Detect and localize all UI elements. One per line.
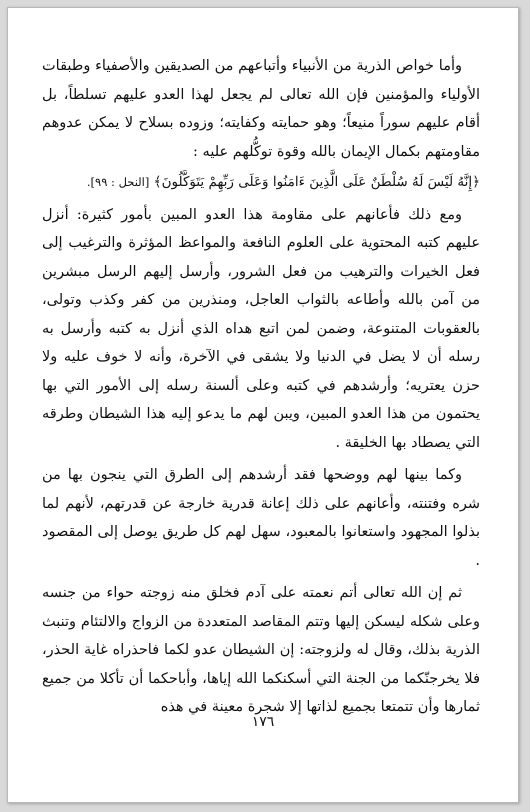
page-number: ١٧٦ [251,714,275,730]
paragraph-adam-hawwa: ثم إن الله تعالى أتم نعمته على آدم فخلق منه زوجته حواء من جنسه وعلى شكله ليسكن إليها وتتم المقاصد المتعددة من الزواج والالتئام وتنبث الذرية بذلك، وقال له ولزوجته: إن الشيطان عدو لكما فاحذراه غاية الحذر، فلا يخرجنّكما من الجنة التي أسكنكما الله إياها، وأباحكما أن تأكلا من جميع ثمارها وأن تتمتعا بجميع لذاتها إلا شجرة معينة في هذه [42,585,480,715]
verse-text: ﴿إِنَّهُ لَيْسَ لَهُ سُلْطَنٌ عَلَى الَّذِينَ ءَامَنُوا وَعَلَى رَبِّهِمْ يَتَوَكَّلُونَ﴾ [153,174,480,190]
quran-verse [42,168,480,197]
paragraph-divine-help: ومع ذلك فأعانهم على مقاومة هذا العدو المبين بأمور كثيرة: أنزل عليهم كتبه المحتوية على العلوم النافعة والمواعظ المؤثرة والترغيب إلى فعل الخيرات والترهيب من فعل الشرور، وأرسل إليهم الرسل مبشرين من آمن بالله وأطاعه بالثواب العاجل، ومنذرين من كفر وكذب وتولى، بالعقوبات المتنوعة، وضمن لمن اتبع هداه الذي أنزل به كتبه وأرسل به رسله أن لا يضل في الدنيا ولا يشقى في الآخرة، وأنه لا خوف عليه ولا حزن يعتريه؛ وأرشدهم في كتبه وعلى ألسنة رسله إلى الأمور التي بها يحتمون من هذا العدو المبين، ويبن لهم ما يدعو إليه هذا الشيطان وطرقه التي يصطاد بها الخليقة . [42,206,480,451]
paragraph-elite-descendants: وأما خواص الذرية من الأنبياء وأتباعهم من الصديقين والأصفياء وطبقات الأولياء والمؤمنين فإن الله تعالى لم يجعل لهذا العدو عليهم تسلطاً، بل أقام عليهم سوراً منيعاً؛ وهو حمايته وكفايته؛ وزوده بسلاح لا يمكن عدوهم مقاومتهم بكمال الإيمان بالله وقوة توكُّلهم عليه : [42,58,480,160]
paragraph-guidance: وكما بينها لهم ووضحها فقد أرشدهم إلى الطرق التي ينجون بها من شره وفتنته، وأعانهم على ذلك إعانة قدرية خارجة عن قدرتهم، لأنهم لما بذلوا المجهود واستعانوا بالمعبود، سهل لهم كل طريق يوصل إلى المقصود . [42,467,480,569]
verse-reference: [النحل : ٩٩]. [86,175,150,189]
body-text [42,52,480,722]
document-page [7,7,519,803]
